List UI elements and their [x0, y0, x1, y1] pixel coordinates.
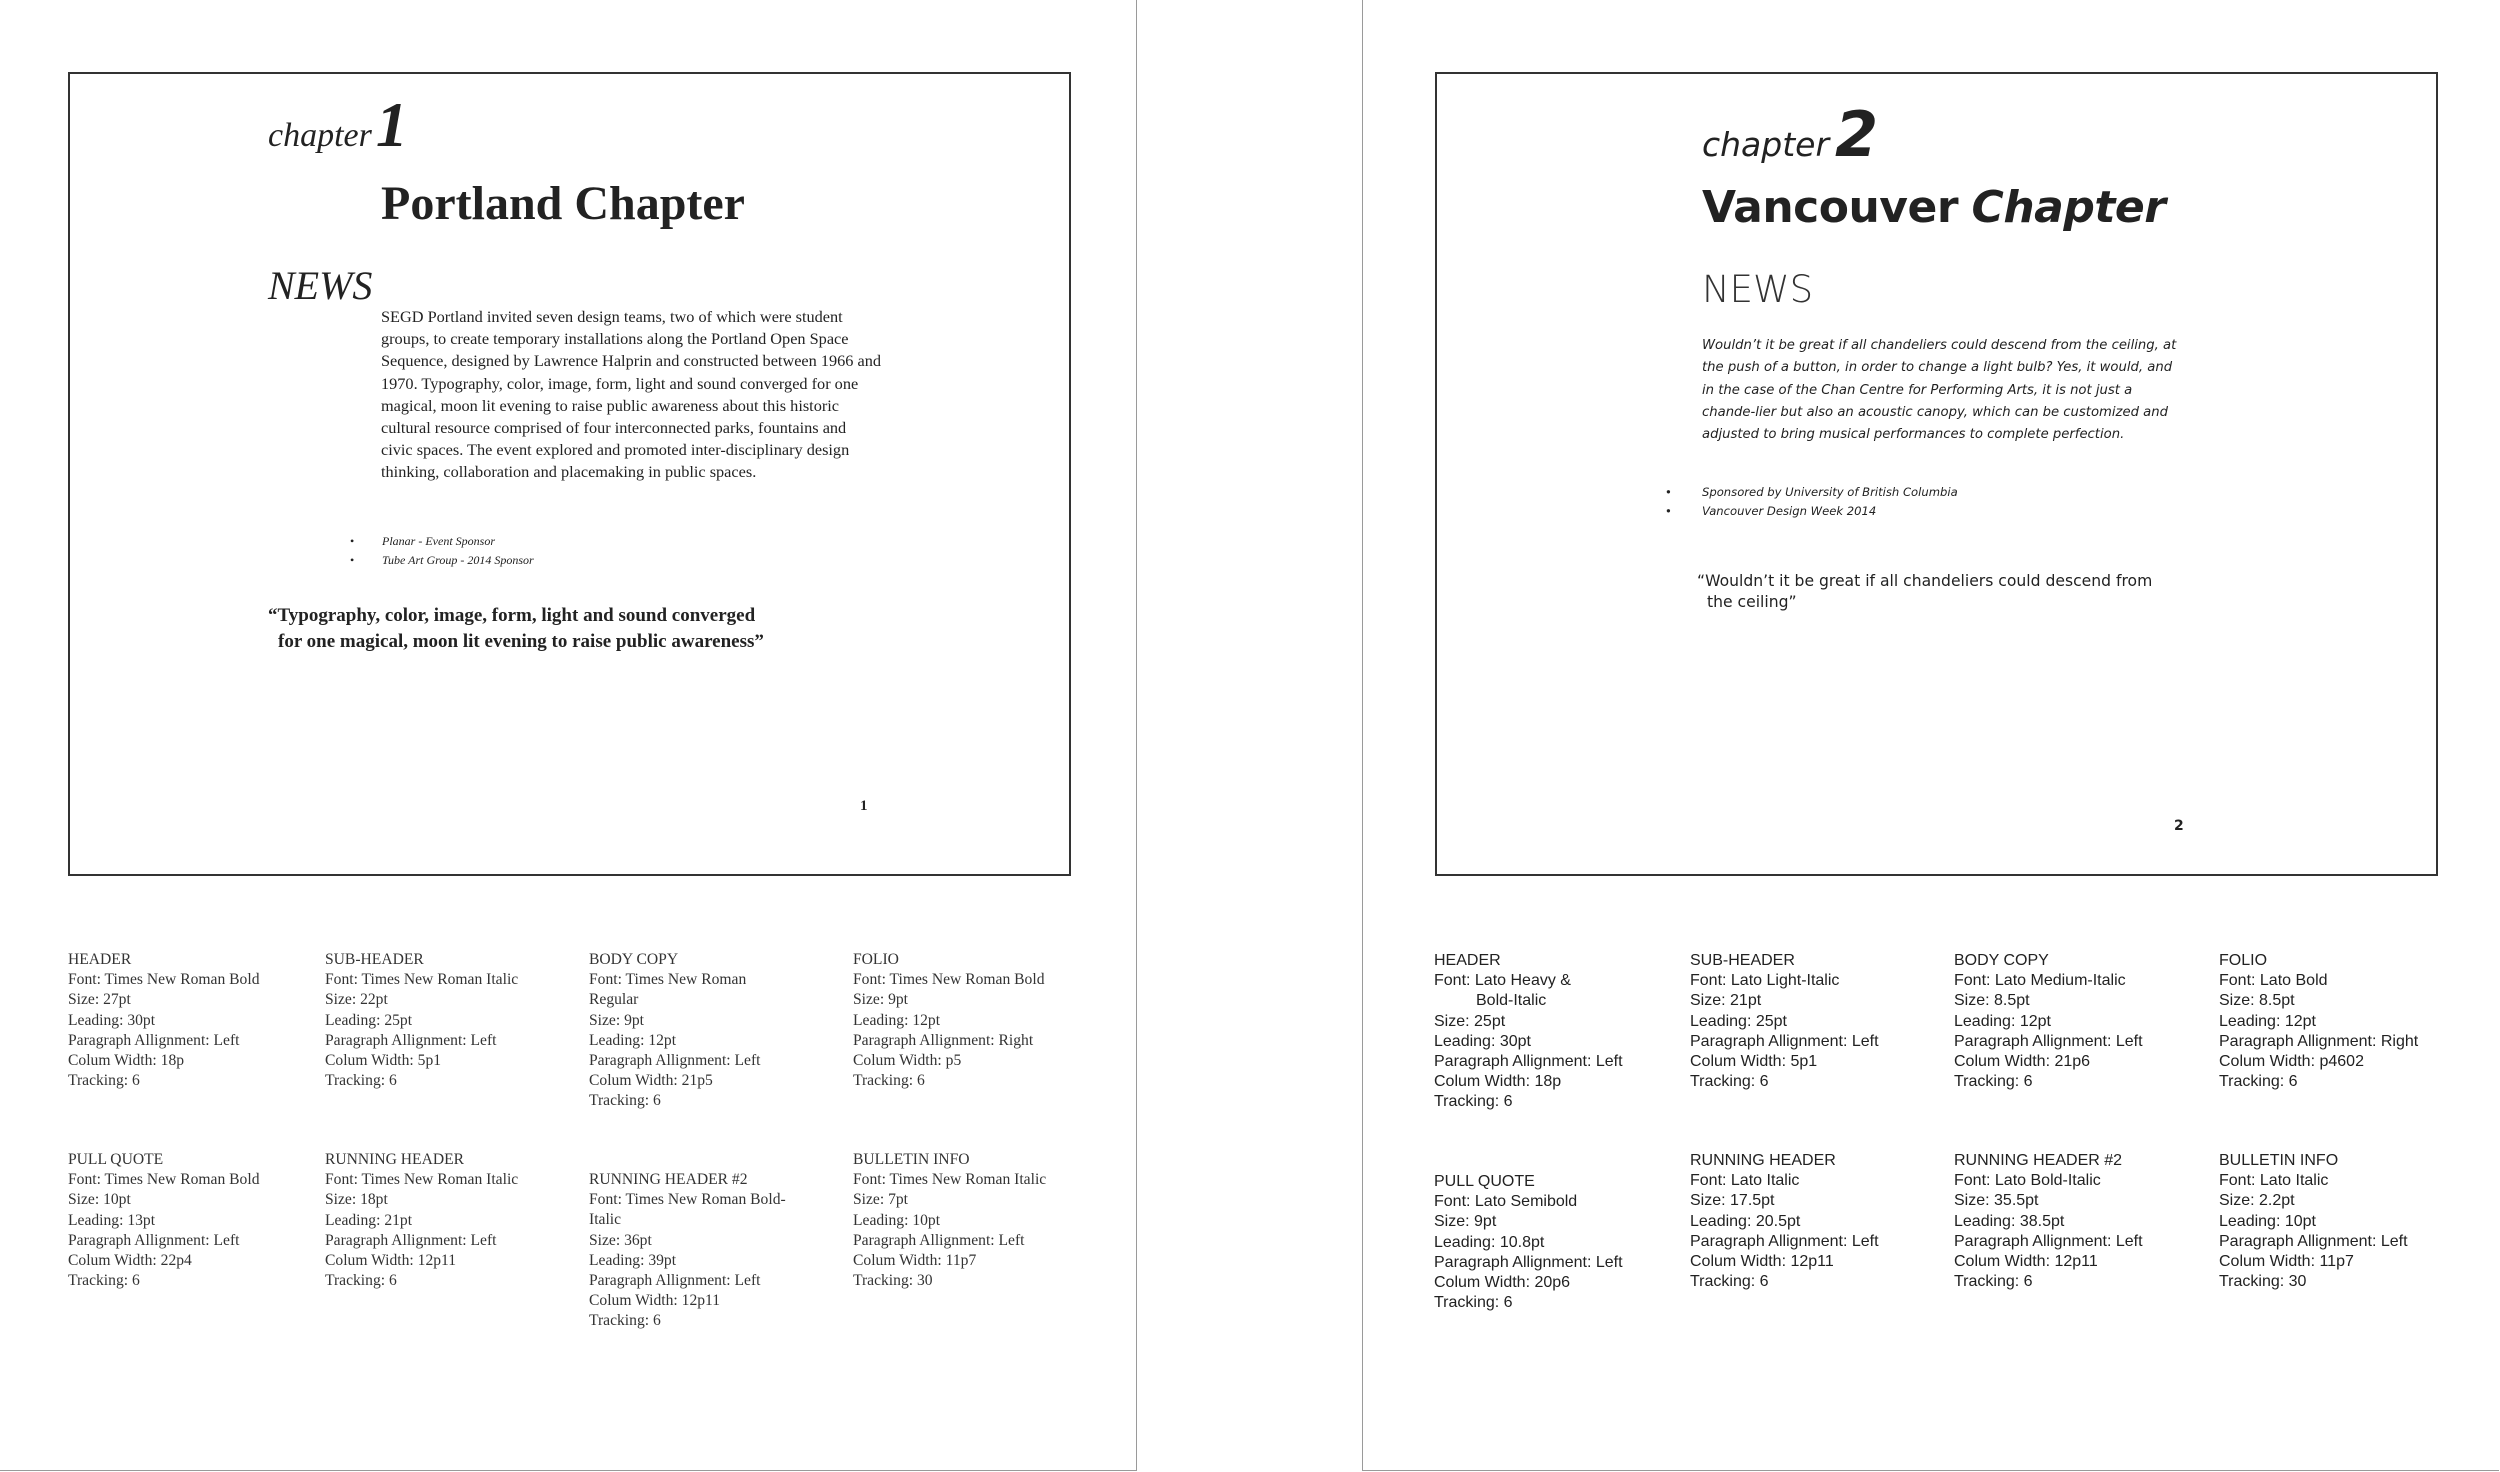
spec-line: Font: Times New Roman Bold- [589, 1191, 786, 1209]
spec-line: Size: 9pt [589, 1011, 645, 1029]
chapter-word: chapter [1702, 125, 1830, 164]
spec-heading: SUB-HEADER [1690, 952, 1795, 969]
spec-line: Regular [589, 991, 639, 1009]
pull-quote-line: for one magical, moon lit evening to raise public awareness” [278, 631, 764, 652]
spec-line: Paragraph Allignment: Left [1690, 1232, 1879, 1250]
spec-line: Paragraph Allignment: Left [2219, 1232, 2408, 1250]
spec-heading: RUNNING HEADER [1690, 1152, 1836, 1169]
spec-block-subheader [1690, 951, 1879, 1092]
spec-block-body-copy [589, 950, 761, 1112]
spec-line: Size: 8.5pt [1954, 992, 2030, 1010]
spec-line: Font: Times New Roman Italic [325, 971, 519, 989]
spec-block-header [1434, 951, 1623, 1113]
pull-quote-line: “Typography, color, image, form, light and sound converged [268, 605, 756, 626]
spec-line: Paragraph Allignment: Left [68, 1231, 240, 1249]
chapter-heading [268, 88, 408, 162]
spec-line: Font: Times New Roman Italic [325, 1171, 519, 1189]
spec-line: Size: 35.5pt [1954, 1192, 2039, 1210]
spec-line: Italic [589, 1211, 622, 1229]
spec-block-running-header-2 [589, 1170, 786, 1332]
spec-line: Paragraph Allignment: Left [1954, 1032, 2143, 1050]
spec-block-pull-quote [68, 1150, 260, 1291]
spec-line: Font: Lato Medium-Italic [1954, 972, 2126, 990]
spec-line: Colum Width: 20p6 [1434, 1274, 1571, 1292]
spec-line: Leading: 38.5pt [1954, 1212, 2065, 1230]
chapter-number: 2 [1835, 98, 1879, 171]
news-subheader: NEWS [1702, 268, 1814, 311]
spec-line: Leading: 12pt [589, 1031, 677, 1049]
news-subheader: NEWS [268, 263, 373, 308]
spec-block-running-header-2 [1954, 1151, 2143, 1292]
spec-line: Paragraph Allignment: Left [853, 1231, 1025, 1249]
spec-line: Leading: 20.5pt [1690, 1212, 1801, 1230]
spec-line: Colum Width: 5p1 [325, 1052, 442, 1070]
chapter-title [1702, 182, 2165, 233]
spec-line: Tracking: 6 [325, 1072, 397, 1090]
spec-line: Size: 21pt [1690, 992, 1762, 1010]
chapter-title: Portland Chapter [381, 177, 745, 230]
spec-line: Colum Width: p5 [853, 1052, 962, 1070]
spec-line: Tracking: 30 [853, 1272, 933, 1290]
spec-line: Leading: 10.8pt [1434, 1233, 1545, 1251]
spec-line: Leading: 12pt [2219, 1012, 2316, 1030]
spec-line: Size: 9pt [853, 991, 909, 1009]
spec-line: Bold-Italic [1476, 992, 1547, 1010]
pull-quote-line: the ceiling” [1707, 593, 1797, 611]
spec-line: Colum Width: 11p7 [2219, 1253, 2354, 1271]
spec-line: Paragraph Allignment: Left [1690, 1032, 1879, 1050]
bullet-item: • Sponsored by University of British Columbia [1665, 483, 1958, 502]
spec-line: Leading: 13pt [68, 1211, 156, 1229]
spec-line: Tracking: 6 [325, 1272, 397, 1290]
body-copy: SEGD Portland invited seven design teams, two of which were student groups, to create temporary installations along the Portland Open Space Sequence, designed by Lawrence Halprin and constructed between 1966 and 1970. Typography, color, image, form, light and sound converged for one magical, moon lit evening to raise public awareness about this historic cultural resource comprised of four interconnected parks, fountains and civic spaces. The event explored and promoted inter-disciplinary design thinking, collaboration and placemaking in public spaces. [381, 307, 882, 482]
spec-heading: RUNNING HEADER [325, 1151, 465, 1168]
spec-block-body-copy [1954, 951, 2143, 1092]
spec-block-subheader [325, 950, 518, 1091]
chapter-word: chapter [268, 117, 372, 154]
spec-line: Size: 25pt [1434, 1012, 1506, 1030]
spec-heading: FOLIO [2219, 952, 2268, 969]
spec-line: Leading: 10pt [2219, 1212, 2316, 1230]
spec-line: Font: Times New Roman [589, 971, 747, 989]
spec-line: Font: Lato Bold [2219, 972, 2328, 990]
spec-line: Size: 7pt [853, 1191, 909, 1209]
spec-line: Font: Times New Roman Bold [68, 1171, 260, 1189]
spec-line: Colum Width: 12p11 [589, 1292, 721, 1310]
spec-line: Paragraph Allignment: Left [1434, 1053, 1623, 1071]
spec-heading: RUNNING HEADER #2 [589, 1171, 748, 1188]
spec-line: Colum Width: 21p6 [1954, 1053, 2091, 1071]
spec-line: Colum Width: 18p [1434, 1073, 1562, 1091]
chapter-heading [1702, 98, 1878, 171]
spec-line: Colum Width: 12p11 [325, 1252, 457, 1270]
sponsor-bullets [1665, 483, 1958, 521]
spec-heading: BODY COPY [589, 951, 679, 968]
spec-line: Tracking: 6 [853, 1072, 925, 1090]
spec-block-running-header [325, 1150, 518, 1291]
spec-line: Font: Times New Roman Italic [853, 1171, 1047, 1189]
spec-heading: PULL QUOTE [1434, 1173, 1535, 1190]
spec-line: Tracking: 6 [1690, 1073, 1769, 1091]
spec-heading: BODY COPY [1954, 952, 2049, 969]
spec-line: Size: 22pt [325, 991, 388, 1009]
spec-line: Leading: 12pt [853, 1011, 941, 1029]
spec-block-header [68, 950, 260, 1091]
spec-line: Size: 27pt [68, 991, 131, 1009]
spec-heading: SUB-HEADER [325, 951, 424, 968]
spec-line: Size: 2.2pt [2219, 1192, 2295, 1210]
body-copy: Wouldn’t it be great if all chandeliers could descend from the ceiling, at the push of a button, in order to change a light bulb? Yes, it would, and in the case of the Chan Centre for Performing Arts, it is not just a chande-lier but also an acoustic canopy, which can be customized and adjusted to bring musical performances to complete perfection. [1702, 338, 2177, 443]
spec-line: Font: Lato Heavy & [1434, 972, 1571, 990]
spec-line: Tracking: 30 [2219, 1273, 2307, 1291]
spec-heading: FOLIO [853, 951, 899, 968]
spec-heading: HEADER [68, 951, 132, 968]
spec-line: Font: Times New Roman Bold [68, 971, 260, 989]
spec-line: Paragraph Allignment: Left [68, 1031, 240, 1049]
sponsor-bullets [350, 532, 534, 570]
spec-line: Leading: 30pt [1434, 1032, 1531, 1050]
spec-line: Tracking: 6 [1690, 1273, 1769, 1291]
spec-line: Paragraph Allignment: Left [325, 1231, 497, 1249]
spec-line: Colum Width: 18p [68, 1052, 185, 1070]
spec-line: Paragraph Allignment: Left [325, 1031, 497, 1049]
folio: 2 [2174, 818, 2184, 834]
spec-line: Leading: 39pt [589, 1251, 677, 1269]
spec-line: Leading: 25pt [325, 1011, 413, 1029]
spec-line: Tracking: 6 [68, 1272, 140, 1290]
spec-line: Tracking: 6 [1434, 1093, 1513, 1111]
spec-line: Paragraph Allignment: Left [589, 1052, 761, 1070]
spec-line: Paragraph Allignment: Right [2219, 1032, 2419, 1050]
spec-line: Tracking: 6 [68, 1072, 140, 1090]
spec-block-running-header [1690, 1151, 1879, 1292]
spec-heading: HEADER [1434, 952, 1501, 969]
spec-line: Paragraph Allignment: Left [1434, 1253, 1623, 1271]
spec-line: Colum Width: p4602 [2219, 1053, 2364, 1071]
spec-line: Tracking: 6 [1434, 1294, 1513, 1312]
spec-block-bulletin-info [2219, 1151, 2408, 1292]
chapter-number: 1 [375, 89, 408, 160]
spec-line: Leading: 10pt [853, 1211, 941, 1229]
spec-line: Leading: 21pt [325, 1211, 413, 1229]
spec-line: Size: 9pt [1434, 1213, 1497, 1231]
folio: 1 [860, 798, 868, 814]
spec-line: Colum Width: 11p7 [853, 1252, 977, 1270]
spec-line: Tracking: 6 [2219, 1073, 2298, 1091]
spec-line: Colum Width: 22p4 [68, 1252, 192, 1270]
spec-line: Font: Lato Bold-Italic [1954, 1172, 2101, 1190]
spec-block-folio [2219, 951, 2418, 1092]
spec-block-bulletin-info [853, 1150, 1046, 1291]
spec-line: Leading: 25pt [1690, 1012, 1787, 1030]
spec-block-pull-quote [1434, 1172, 1623, 1313]
spec-line: Size: 18pt [325, 1191, 388, 1209]
spec-line: Font: Times New Roman Bold [853, 971, 1045, 989]
bullet-item: • Tube Art Group - 2014 Sponsor [350, 551, 534, 570]
spec-line: Tracking: 6 [1954, 1273, 2033, 1291]
pull-quote [1697, 571, 2177, 613]
spec-line: Colum Width: 12p11 [1954, 1253, 2098, 1271]
spec-line: Paragraph Allignment: Left [589, 1272, 761, 1290]
pull-quote-line: “Wouldn’t it be great if all chandeliers could descend from [1697, 572, 2153, 590]
spec-line: Paragraph Allignment: Left [1954, 1232, 2143, 1250]
spec-line: Tracking: 6 [589, 1312, 661, 1330]
spec-heading: BULLETIN INFO [2219, 1152, 2339, 1169]
spec-line: Tracking: 6 [589, 1092, 661, 1110]
spec-line: Font: Lato Italic [2219, 1172, 2329, 1190]
spec-heading: RUNNING HEADER #2 [1954, 1152, 2123, 1169]
spec-heading: PULL QUOTE [68, 1151, 164, 1168]
title-bold-part: Vancouver [1702, 182, 1959, 233]
spec-line: Size: 10pt [68, 1191, 131, 1209]
bullet-item: • Planar - Event Sponsor [350, 532, 534, 551]
title-italic-part: Chapter [1971, 182, 2166, 233]
spec-line: Size: 8.5pt [2219, 992, 2295, 1010]
spec-heading: BULLETIN INFO [853, 1151, 970, 1168]
spec-line: Colum Width: 21p5 [589, 1072, 713, 1090]
pull-quote [268, 603, 788, 655]
spec-line: Colum Width: 5p1 [1690, 1053, 1818, 1071]
spec-line: Font: Lato Light-Italic [1690, 972, 1840, 990]
spec-line: Colum Width: 12p11 [1690, 1253, 1834, 1271]
spec-line: Size: 17.5pt [1690, 1192, 1775, 1210]
spec-line: Leading: 30pt [68, 1011, 156, 1029]
spec-line: Tracking: 6 [1954, 1073, 2033, 1091]
bullet-item: • Vancouver Design Week 2014 [1665, 502, 1958, 521]
spec-line: Leading: 12pt [1954, 1012, 2051, 1030]
spec-block-folio [853, 950, 1045, 1091]
spec-line: Font: Lato Semibold [1434, 1193, 1578, 1211]
spec-line: Size: 36pt [589, 1231, 652, 1249]
spec-line: Paragraph Allignment: Right [853, 1031, 1034, 1049]
spec-line: Font: Lato Italic [1690, 1172, 1800, 1190]
